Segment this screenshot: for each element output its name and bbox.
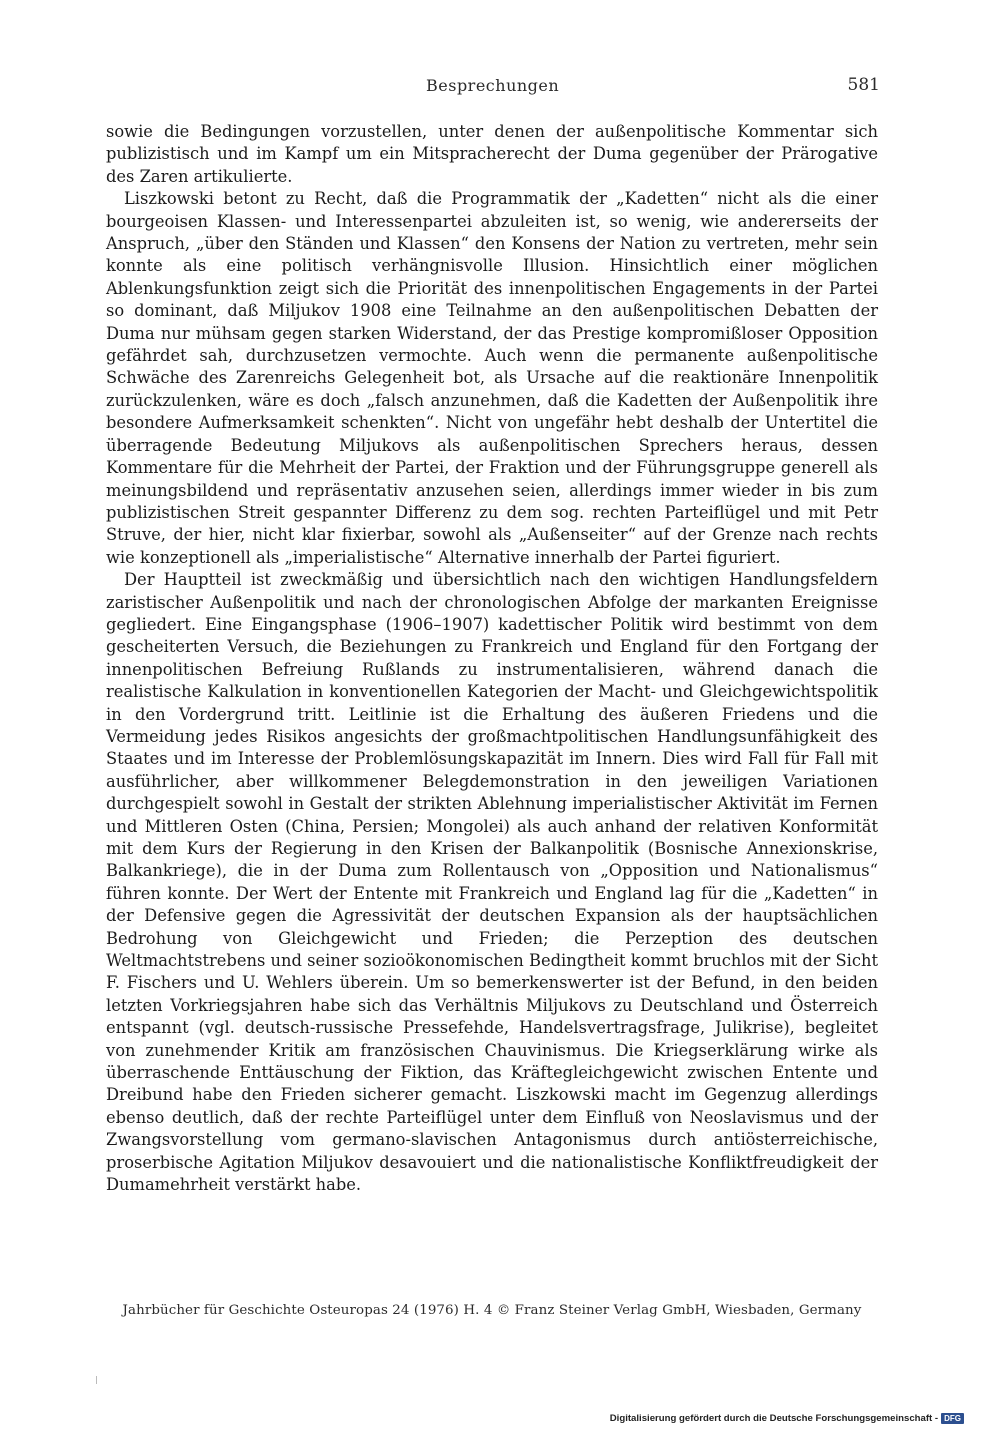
journal-citation-footer: Jahrbücher für Geschichte Osteuropas 24 (1976) H. 4 © Franz Steiner Verlag GmbH, Wiesbaden, Germany: [122, 1303, 862, 1318]
article-body: [106, 121, 878, 1197]
page-number: 581: [847, 75, 880, 95]
scan-artifact-mark: [96, 1376, 97, 1384]
paragraph-continuation: sowie die Bedingungen vorzustellen, unter denen der außenpolitische Kommentar sich publizistisch und im Kampf um ein Mitspracherecht der Duma gegenüber der Prärogative des Zaren artikulierte.: [106, 122, 878, 186]
digitization-note: [610, 1413, 964, 1424]
dfg-logo: DFG: [941, 1413, 964, 1424]
digitization-note-text: Digitalisierung gefördert durch die Deutsche Forschungsgemeinschaft -: [609, 1413, 939, 1424]
paragraph: Der Hauptteil ist zweckmäßig und übersichtlich nach den wichtigen Handlungsfeldern zaristischer Außenpolitik und nach der chronologischen Abfolge der markanten Ereignisse gegliedert. Eine Eingangsphase (1906–1907) kadettischer Politik wird bestimmt von dem gescheiterten Versuch, die Beziehungen zu Frankreich und England für den Fortgang der innenpolitischen Befreiung Rußlands zu instrumentalisieren, während danach die realistische Kalkulation in konventionellen Kategorien der Macht- und Gleichgewichtspolitik in den Vordergrund tritt. Leitlinie ist die Erhaltung des äußeren Friedens und die Vermeidung jedes Risikos angesichts der großmachtpolitischen Handlungsunfähigkeit des Staates und im Interesse der Problemlösungskapazität im Innern. Dies wird Fall für Fall mit ausführlicher, aber willkommener Belegdemonstration in den jeweiligen Variationen durchgespielt sowohl in Gestalt der strikten Ablehnung imperialistischer Aktivität im Fernen und Mittleren Osten (China, Persien; Mongolei) als auch anhand der relativen Konformität mit dem Kurs der Regierung in den Krisen der Balkanpolitik (Bosnische Annexionskrise, Balkankriege), die in der Duma zum Rollentausch von „Opposition und Nationalismus“ führen konnte. Der Wert der Entente mit Frankreich und England lag für die „Kadetten“ in der Defensive gegen die Agressivität der deutschen Expansion als der hauptsächlichen Bedrohung von Gleichgewicht und Frieden; die Perzeption des deutschen Weltmachtstrebens und seiner sozioökonomischen Bedingtheit kommt bruchlos mit der Sicht F. Fischers und U. Wehlers überein. Um so bemerkenswerter ist der Befund, in den beiden letzten Vorkriegsjahren habe sich das Verhältnis Miljukovs zu Deutschland und Österreich entspannt (vgl. deutsch-russische Pressefehde, Handelsvertragsfrage, Julikrise), begleitet von zunehmender Kritik am französischen Chauvinismus. Die Kriegserklärung wirke als überraschende Enttäuschung der Fiktion, das Kräftegleichgewicht zwischen Entente und Dreibund habe den Frieden sicherer gemacht. Liszkowski macht im Gegenzug allerdings ebenso deutlich, daß der rechte Parteiflügel unter dem Einfluß von Neoslavismus und der Zwangsvorstellung vom germano-slavischen Antagonismus durch antiösterreichische, proserbische Agitation Miljukov desavouiert und die nationalistische Konfliktfreudigkeit der Dumamehrheit verstärkt habe.: [106, 570, 878, 1195]
paragraph: Liszkowski betont zu Recht, daß die Programmatik der „Kadetten“ nicht als die einer bourgeoisen Klassen- und Interessenpartei abzuleiten ist, so wenig, wie andererseits der Anspruch, „über den Ständen und Klassen“ den Konsens der Nation zu vertreten, mehr sein konnte als eine politisch verhängnisvolle Illusion. Hinsichtlich einer möglichen Ablenkungsfunktion zeigt sich die Priorität des innenpolitischen Engagements in der Partei so dominant, daß Miljukov 1908 eine Teilnahme an den außenpolitischen Debatten der Duma nur mühsam gegen starken Widerstand, der das Prestige kompromißloser Opposition gefährdet sah, durchzusetzen vermochte. Auch wenn die permanente außenpolitische Schwäche des Zarenreichs Gelegenheit bot, als Ursache auf die reaktionäre Innenpolitik zurückzulenken, wäre es doch „falsch anzunehmen, daß die Kadetten der Außenpolitik ihre besondere Aufmerksamkeit schenkten“. Nicht von ungefähr hebt deshalb der Untertitel die überragende Bedeutung Miljukovs als außenpolitischen Sprechers heraus, dessen Kommentare für die Mehrheit der Partei, der Fraktion und der Führungsgruppe generell als meinungsbildend und repräsentativ anzusehen seien, allerdings immer wieder in bis zum publizistischen Streit gespannter Differenz zu dem sog. rechten Parteiflügel und mit Petr Struve, der hier, nicht klar fixierbar, sowohl als „Außenseiter“ auf der Grenze nach rechts wie konzeptionell als „imperialistische“ Alternative innerhalb der Partei figuriert.: [106, 189, 878, 567]
running-header-title: Besprechungen: [426, 76, 560, 95]
